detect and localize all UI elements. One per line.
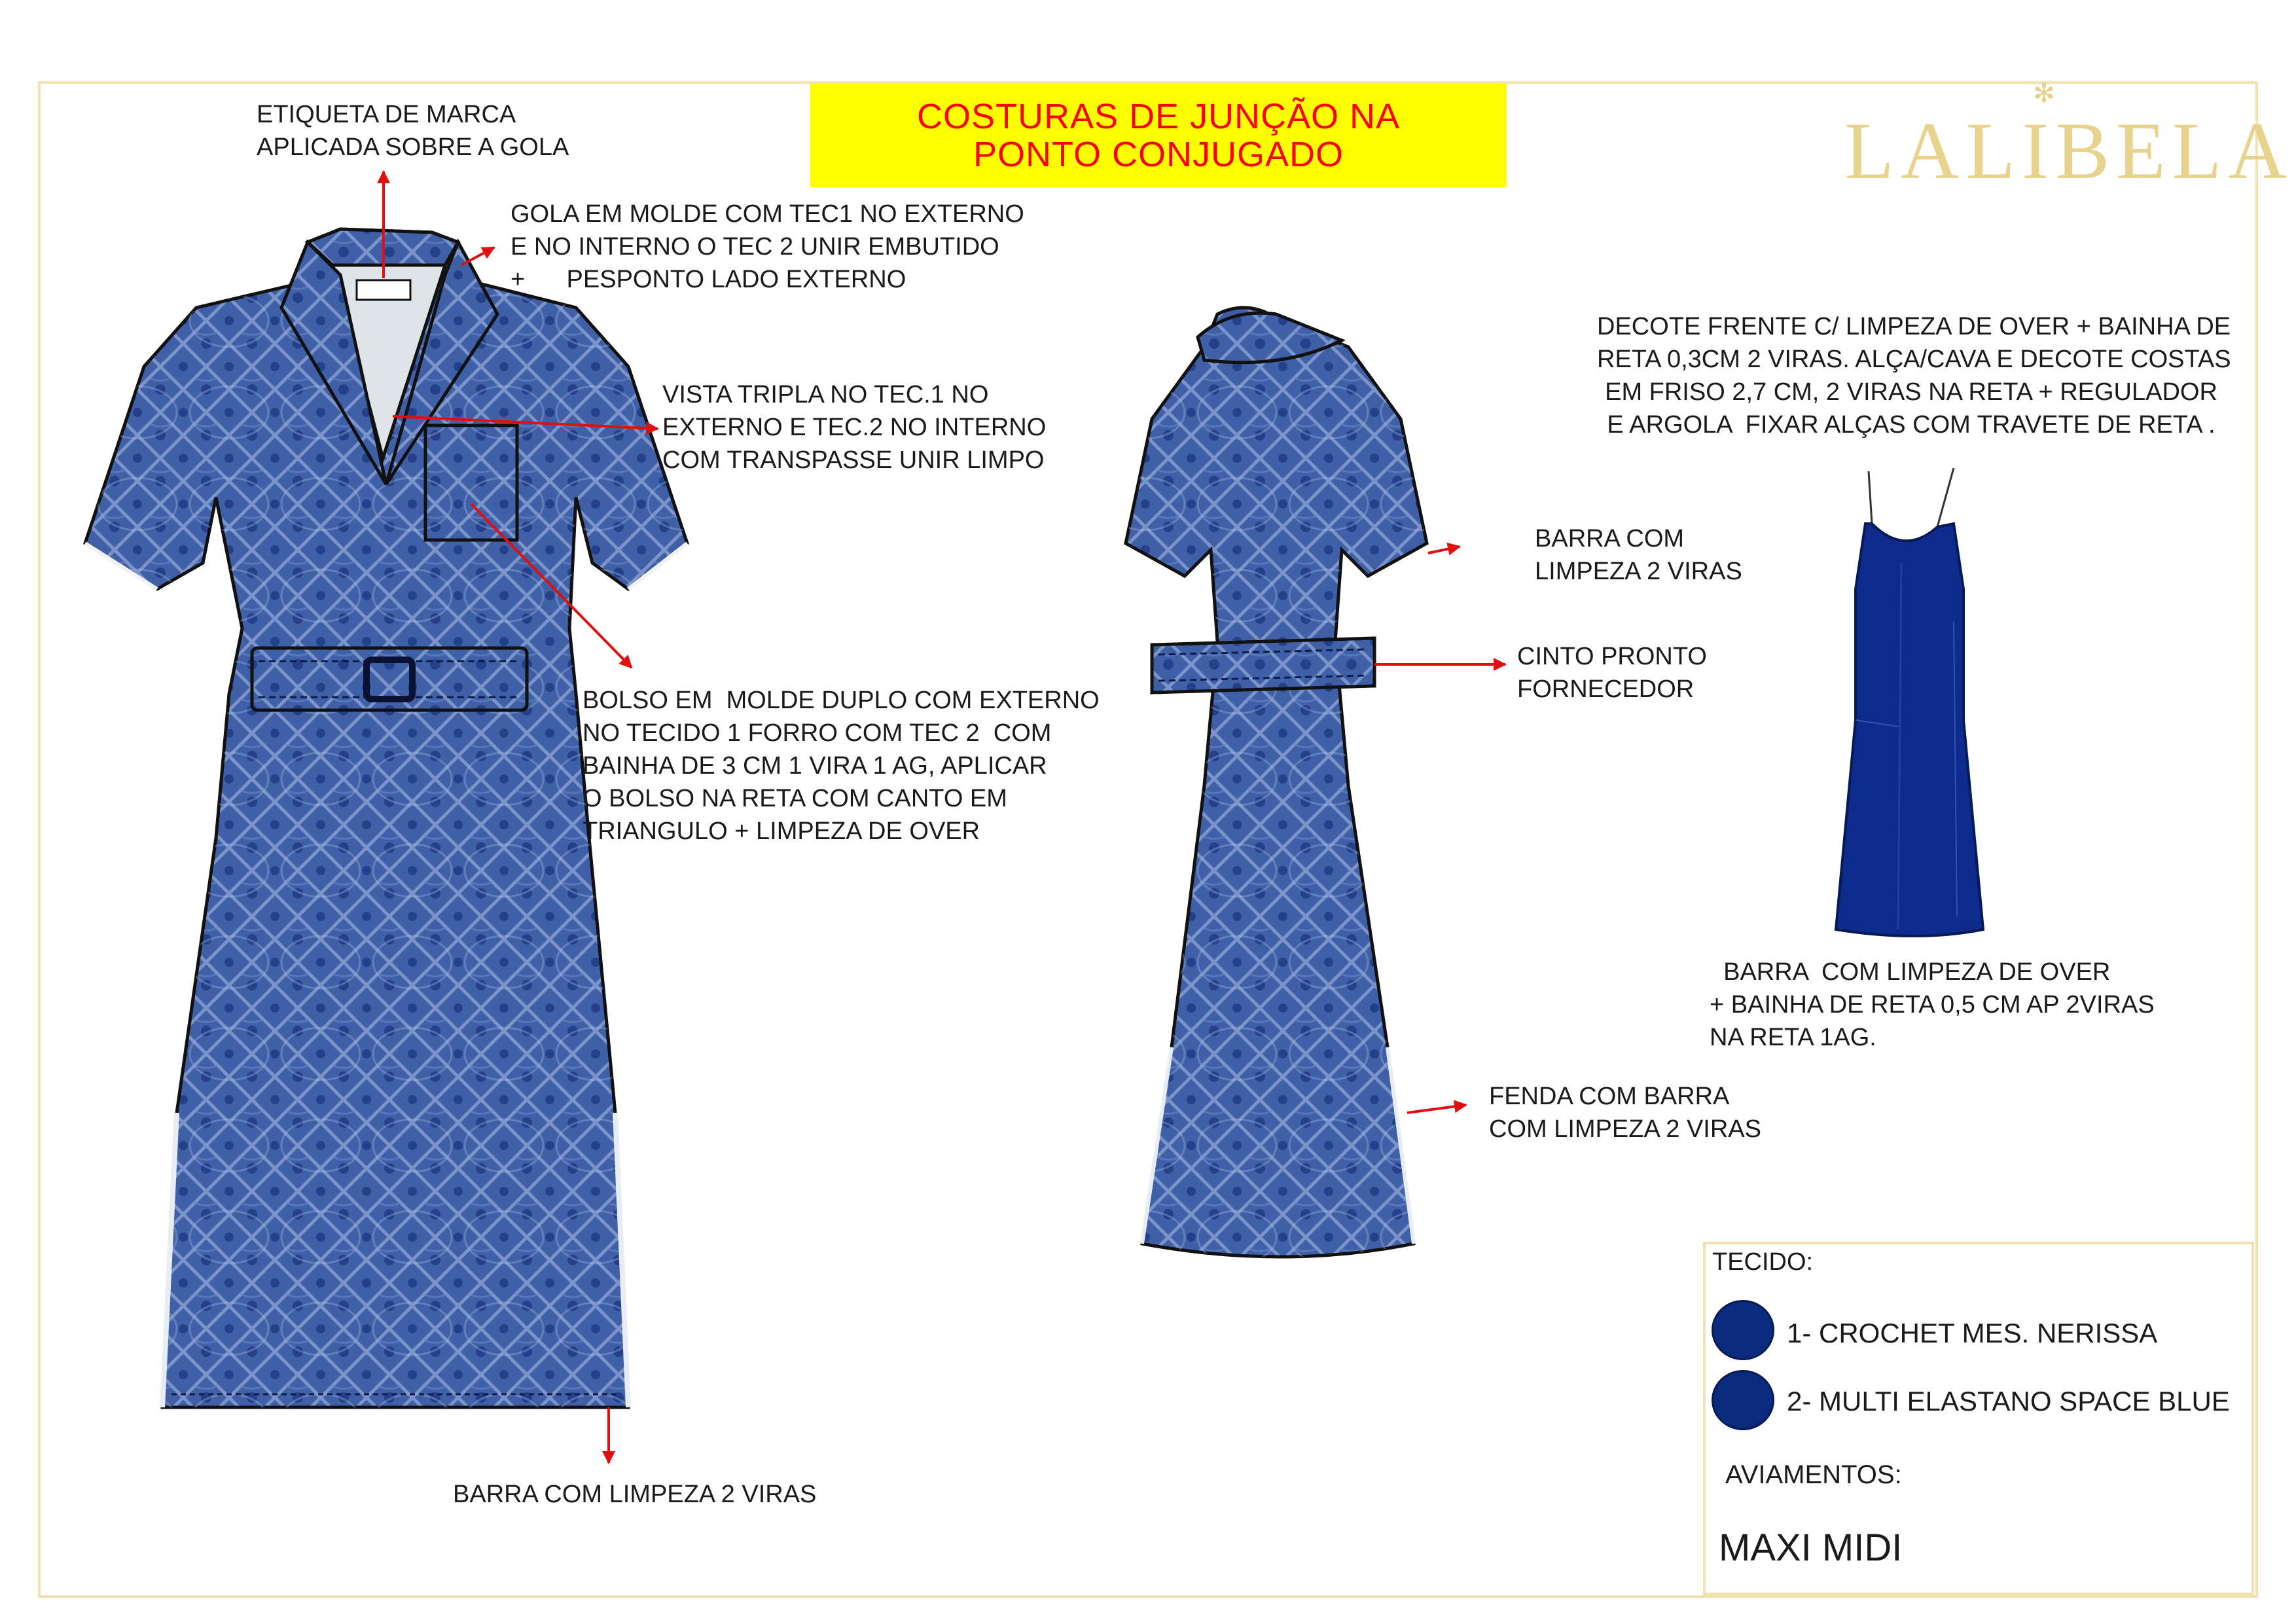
brand-logo <box>1844 79 2294 196</box>
title-line-2: PONTO CONJUGADO <box>973 135 1344 174</box>
note-collar: GOLA EM MOLDE COM TEC1 NO EXTERNO E NO INTERNO O TEC 2 UNIR EMBUTIDO + PESPONTO LADO EXTERNO <box>511 200 1024 293</box>
fabric-swatch-1 <box>1712 1300 1774 1360</box>
fabric-heading: TECIDO: <box>1712 1248 1814 1276</box>
fabric-item-1: 1- CROCHET MES. NERISSA <box>1787 1318 2158 1348</box>
bee-icon: ✻ <box>2033 79 2055 109</box>
note-belt: CINTO PRONTO FORNECEDOR <box>1517 643 1707 703</box>
note-slip-neckline: DECOTE FRENTE C/ LIMPEZA DE OVER + BAINHA DE RETA 0,3CM 2 VIRAS. ALÇA/CAVA E DECOTE COSTAS EM FRISO 2,7 CM, 2 VIRAS NA RETA + REGULADOR E ARGOLA FIXAR ALÇAS COM TRAVETE DE RETA . <box>1597 313 2231 439</box>
note-sleeve-hem: BARRA COM LIMPEZA 2 VIRAS <box>1535 525 1742 585</box>
slip-dress-drawing <box>1836 468 1983 936</box>
trims-heading: AVIAMENTOS: <box>1725 1460 1902 1489</box>
title-line-1: COSTURAS DE JUNÇÃO NA <box>916 97 1401 136</box>
note-slit: FENDA COM BARRA COM LIMPEZA 2 VIRAS <box>1489 1083 1761 1143</box>
brand-name: LALIBELA <box>1844 106 2294 196</box>
note-label-tag: ETIQUETA DE MARCA APLICADA SOBRE A GOLA <box>257 101 569 161</box>
note-pocket: BOLSO EM MOLDE DUPLO COM EXTERNO NO TECIDO 1 FORRO COM TEC 2 COM BAINHA DE 3 CM 1 VIRA 1 AG, APLICAR O BOLSO NA RETA COM CANTO EM TRIANGULO + LIMPEZA DE OVER <box>583 687 1100 845</box>
fabric-item-2: 2- MULTI ELASTANO SPACE BLUE <box>1787 1386 2230 1416</box>
title-banner <box>810 84 1507 187</box>
fabric-swatch-2 <box>1712 1370 1774 1430</box>
materials-legend <box>1703 1242 2254 1595</box>
note-slip-hem: BARRA COM LIMPEZA DE OVER + BAINHA DE RETA 0,5 CM AP 2VIRAS NA RETA 1AG. <box>1710 958 2155 1051</box>
back-dress-drawing <box>1126 308 1427 1257</box>
style-name: MAXI MIDI <box>1719 1526 1903 1569</box>
note-front-hem: BARRA COM LIMPEZA 2 VIRAS <box>453 1481 817 1508</box>
note-placket: VISTA TRIPLA NO TEC.1 NO EXTERNO E TEC.2 NO INTERNO COM TRANSPASSE UNIR LIMPO <box>662 381 1047 474</box>
